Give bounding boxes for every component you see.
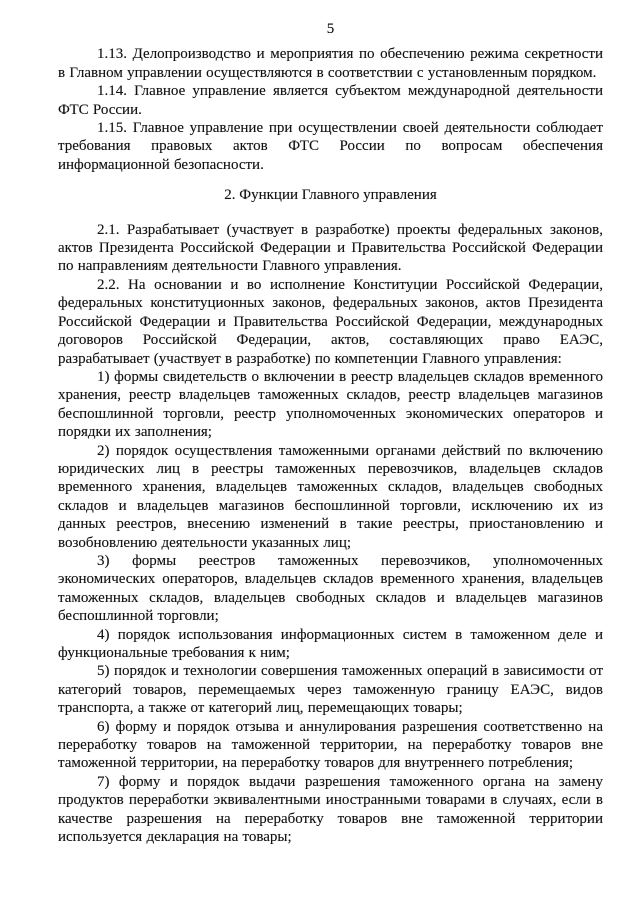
paragraph-2-2: 2.2. На основании и во исполнение Конституции Российской Федерации, федеральных конституционных законов, федеральных законов, актов Президента Российской Федерации и Правительства Российской Федерации, международных договоров Российской Федерации, актов, составляющих право ЕАЭС, разрабатывает (участвует в разработке) по компетенции Главного управления:: [58, 276, 603, 367]
section-heading: 2. Функции Главного управления: [224, 187, 437, 204]
paragraph-1-13: 1.13. Делопроизводство и мероприятия по обеспечению режима секретности в Главном управлении осуществляются в соответствии с установленным порядком.: [58, 46, 603, 81]
list-item-7: 7) форму и порядок выдачи разрешения таможенного органа на замену продуктов переработки эквивалентными иностранными товарами в случаях, если в качестве разрешения на переработку товаров вне таможенной территории используется декларация на товары;: [58, 773, 603, 846]
list-item-2: 2) порядок осуществления таможенными органами действий по включению юридических лиц в реестры таможенных перевозчиков, владельцев складов временного хранения, владельцев таможенных складов, владельцев свободных складов и владельцев магазинов беспошлинной торговли, исключению их из данных реестров, внесению изменений в такие реестры, приостановлению и возобновлению деятельности указанных лиц;: [58, 442, 603, 551]
paragraph-2-1: 2.1. Разрабатывает (участвует в разработке) проекты федеральных законов, актов Президента Российской Федерации и Правительства Российской Федерации по направлениям деятельности Главного управления.: [58, 221, 603, 275]
document-body: [58, 45, 603, 846]
list-item-6: 6) форму и порядок отзыва и аннулирования разрешения соответственно на переработку товаров на таможенной территории, на переработку товаров вне таможенной территории, на переработку товаров для внутреннего потребления;: [58, 718, 603, 772]
list-item-1: 1) формы свидетельств о включении в реестр владельцев складов временного хранения, реестр владельцев таможенных складов, реестр владельцев магазинов беспошлинной торговли, реестр уполномоченных экономических операторов и порядки их заполнения;: [58, 368, 603, 441]
list-item-5: 5) порядок и технологии совершения таможенных операций в зависимости от категорий товаров, перемещаемых через таможенную границу ЕАЭС, видов транспорта, а также от категорий лиц, перемещающих товары;: [58, 663, 603, 717]
paragraph-1-14: 1.14. Главное управление является субъектом международной деятельности ФТС России.: [58, 83, 603, 118]
page-number: 5: [326, 21, 335, 37]
list-item-4: 4) порядок использования информационных систем в таможенном деле и функциональные требования к ним;: [58, 626, 603, 661]
list-item-3: 3) формы реестров таможенных перевозчиков, уполномоченных экономических операторов, владельцев складов временного хранения, владельцев таможенных складов, владельцев свободных складов и владельцев магазинов беспошлинной торговли;: [58, 552, 603, 625]
paragraph-1-15: 1.15. Главное управление при осуществлении своей деятельности соблюдает требования правовых актов ФТС России по вопросам обеспечения информационной безопасности.: [58, 120, 603, 173]
